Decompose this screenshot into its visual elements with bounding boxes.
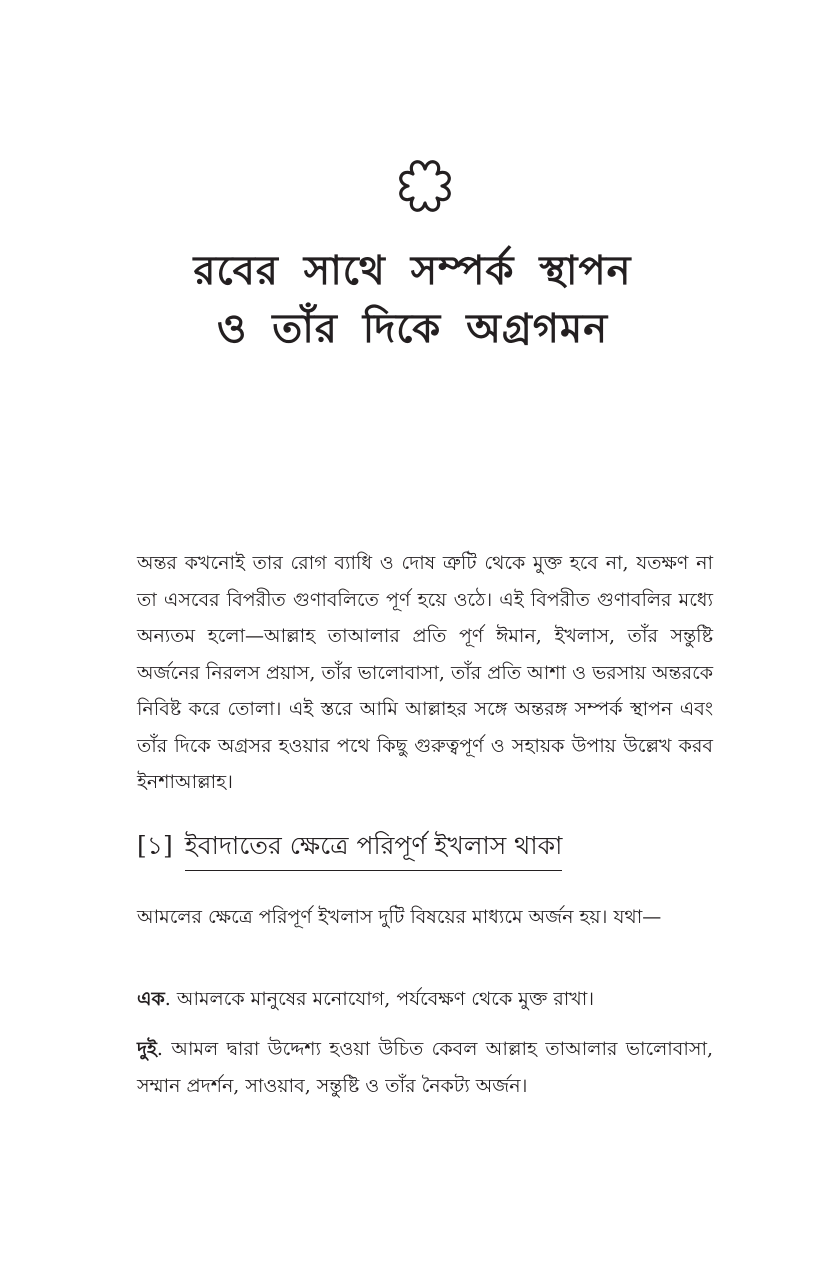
- title-line-2: ও তাঁর দিকে অগ্রগমন: [216, 306, 609, 352]
- section-heading: [137, 826, 562, 871]
- paragraph-2-lead: এক: [137, 988, 165, 1010]
- paragraph-3-text: . আমল দ্বারা উদ্দেশ্য হওয়া উচিত কেবল আল্লাহ তাআলার ভালোবাসা, সম্মান প্রদর্শন, সাওয়াব, সন্তুষ্টি ও তাঁর নৈকট্য অর্জন।: [137, 1038, 713, 1097]
- paragraph-1: আমলের ক্ষেত্রে পরিপূর্ণ ইখলাস দুটি বিষয়ের মাধ্যমে অর্জন হয়। যথা—: [137, 906, 662, 928]
- paragraph-3: [137, 1031, 713, 1104]
- title-line-1: রবের সাথে সম্পর্ক স্থাপন: [193, 248, 632, 294]
- section-number: [১]: [137, 831, 173, 860]
- paragraph-2-text: . আমলকে মানুষের মনোযোগ, পর্যবেক্ষণ থেকে মুক্ত রাখা।: [164, 988, 595, 1010]
- page-title: [60, 242, 765, 358]
- paragraph-2: [137, 981, 713, 1018]
- intro-paragraph: অন্তর কখনোই তার রোগ ব্যাধি ও দোষ ত্রুটি থেকে মুক্ত হবে না, যতক্ষণ না তা এসবের বিপরীত গুণাবলিতে পূর্ণ হয়ে ওঠে। এই বিপরীত গুণাবলির মধ্যে অন্যতম হলো—আল্লাহ তাআলার প্রতি পূর্ণ ঈমান, ইখলাস, তাঁর সন্তুষ্টি অর্জনের নিরলস প্রয়াস, তাঁর ভালোবাসা, তাঁর প্রতি আশা ও ভরসায় অন্তরকে নিবিষ্ট করে তোলা। এই স্তরে আমি আল্লাহর সঙ্গে অন্তরঙ্গ সম্পর্ক স্থাপন এবং তাঁর দিকে অগ্রসর হওয়ার পথে কিছু গুরুত্বপূর্ণ ও সহায়ক উপায় উল্লেখ করব ইনশাআল্লাহ।: [137, 552, 713, 793]
- paragraph-3-lead: দুই: [137, 1038, 157, 1060]
- section-title: ইবাদাতের ক্ষেত্রে পরিপূর্ণ ইখলাস থাকা: [185, 826, 563, 871]
- flower-ornament-icon: [392, 153, 458, 219]
